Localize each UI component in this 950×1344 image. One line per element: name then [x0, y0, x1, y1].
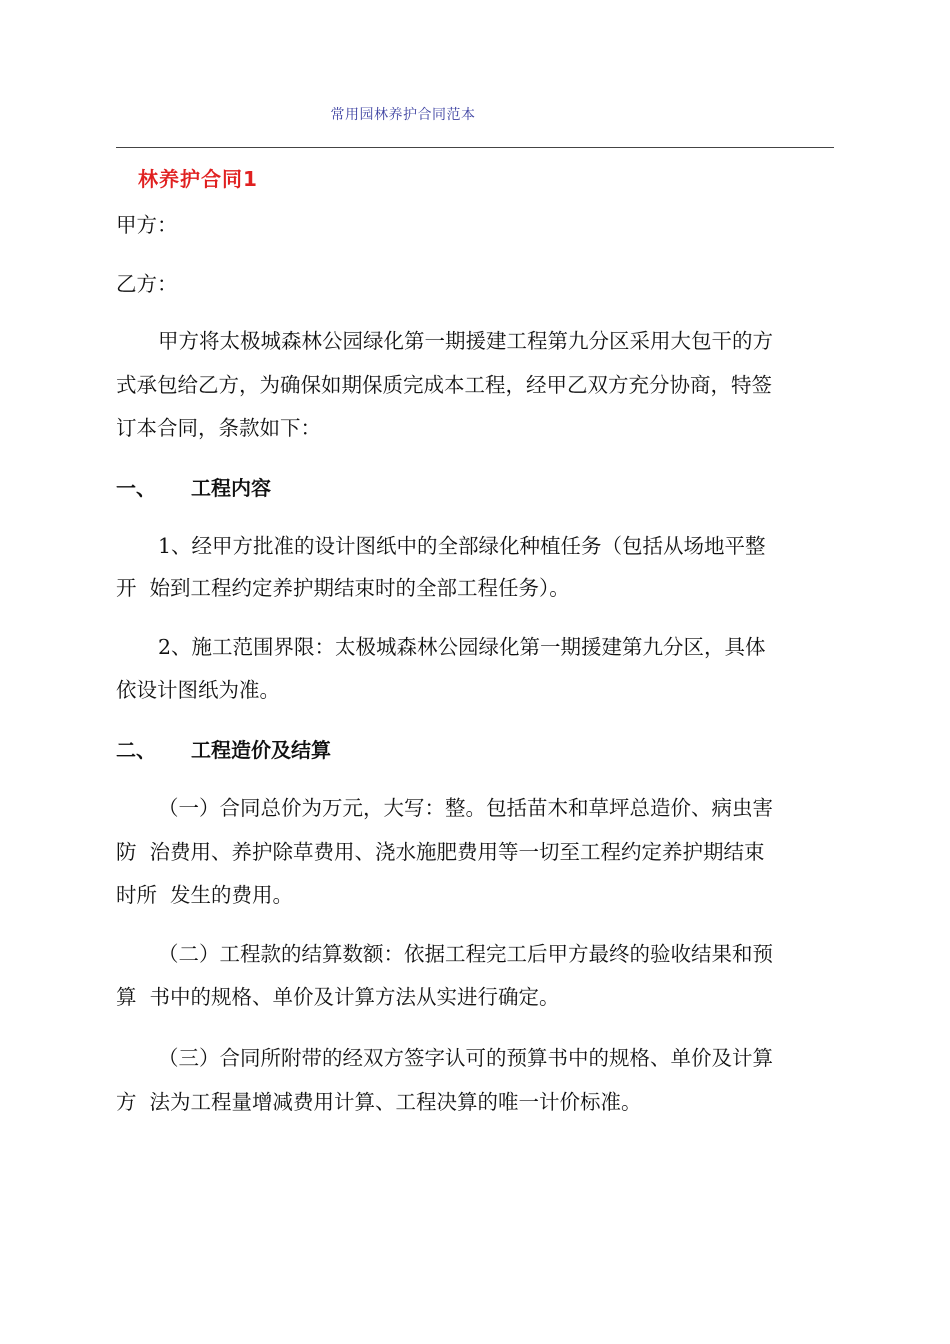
section-number: 二、 — [116, 738, 156, 762]
clause-line: （三）合同所附带的经双方签字认可的预算书中的规格、单价及计算 — [158, 1046, 773, 1070]
section-title: 工程内容 — [191, 476, 271, 500]
document-title: 林养护合同1 — [138, 167, 258, 191]
clause-line: 方 法为工程量增减费用计算、工程决算的唯一计价标准。 — [116, 1090, 642, 1114]
clause-line: 算 书中的规格、单价及计算方法从实进行确定。 — [116, 985, 560, 1009]
clause-line: 时所 发生的费用。 — [116, 883, 294, 907]
clause-line: 防 治费用、养护除草费用、浇水施肥费用等一切至工程约定养护期结束 — [116, 840, 765, 864]
clause-line: （一）合同总价为万元，大写：整。包括苗木和草坪总造价、病虫害 — [158, 796, 773, 820]
party-a-label: 甲方： — [116, 213, 178, 237]
clause-line: 开 始到工程约定养护期结束时的全部工程任务）。 — [116, 576, 570, 600]
intro-line: 甲方将太极城森林公园绿化第一期援建工程第九分区采用大包干的方 — [158, 329, 773, 353]
party-b-label: 乙方： — [116, 272, 178, 296]
section-number: 一、 — [116, 476, 156, 500]
section-heading-1 — [116, 474, 271, 502]
section-title: 工程造价及结算 — [191, 738, 331, 762]
intro-line: 式承包给乙方，为确保如期保质完成本工程，经甲乙双方充分协商，特签 — [116, 373, 772, 397]
intro-line: 订本合同，条款如下： — [116, 416, 321, 440]
clause-line: 1、经甲方批准的设计图纸中的全部绿化种植任务（包括从场地平整 — [158, 534, 766, 558]
clause-line: （二）工程款的结算数额：依据工程完工后甲方最终的验收结果和预 — [158, 942, 773, 966]
running-header: 常用园林养护合同范本 — [330, 107, 476, 123]
clause-line: 依设计图纸为准。 — [116, 678, 280, 702]
section-heading-2 — [116, 736, 331, 764]
header-divider — [116, 147, 834, 148]
clause-line: 2、施工范围界限：太极城森林公园绿化第一期援建第九分区，具体 — [158, 635, 766, 659]
